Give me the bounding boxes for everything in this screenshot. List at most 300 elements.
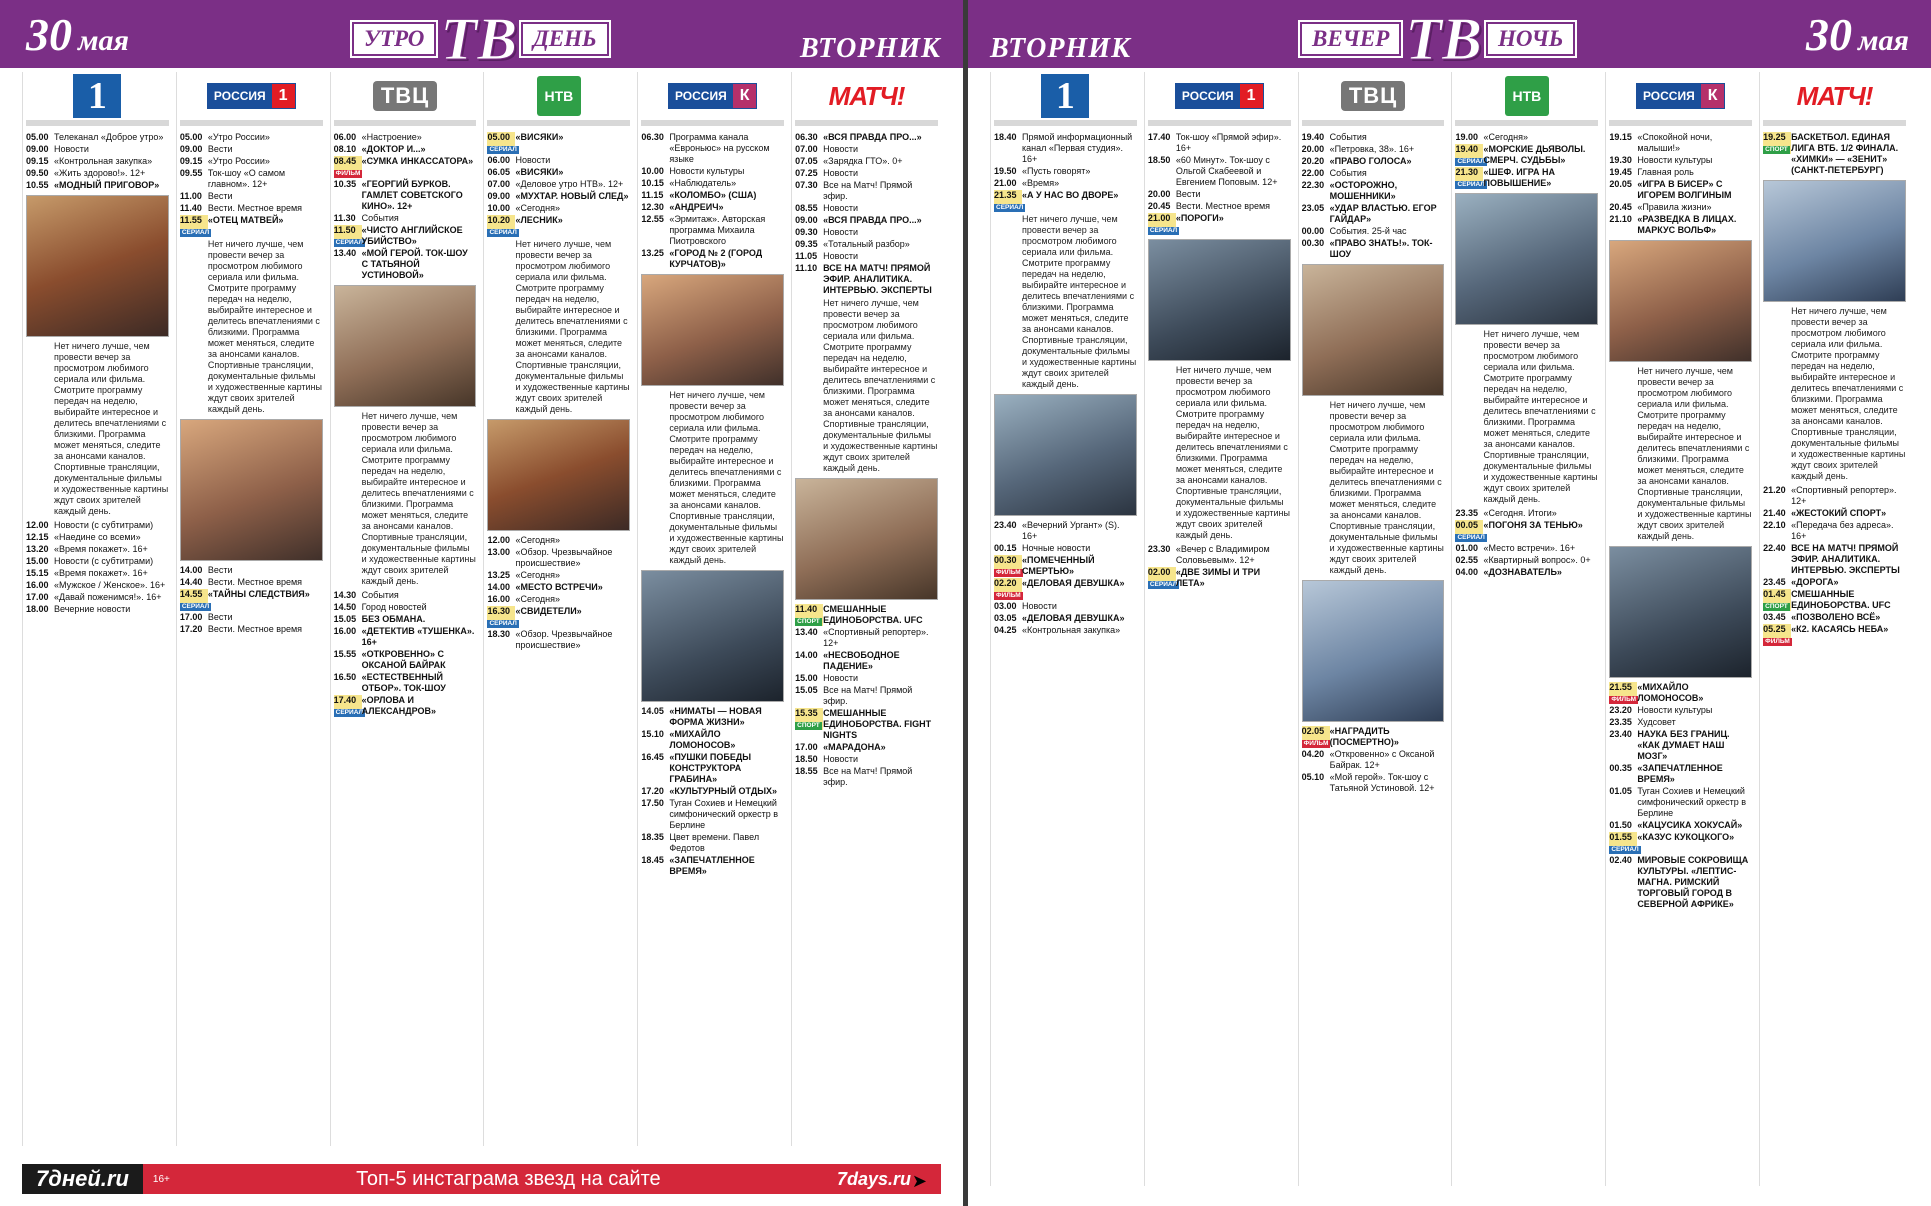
program-time: 09.00: [795, 215, 818, 225]
program-row: [795, 650, 938, 672]
footer-text[interactable]: Топ-5 инстаграма звезд на сайте: [356, 1167, 661, 1190]
program-row: [1609, 705, 1752, 716]
program-title: «ДЕТЕКТИВ «ТУШЕНКА». 16+: [361, 626, 475, 647]
program-row: [180, 156, 323, 167]
program-time: 23.35: [1609, 717, 1632, 727]
channel-one-logo: 1: [1041, 74, 1089, 118]
program-row: [334, 144, 477, 155]
program-title: Ток-шоу «О самом главном». 12+: [207, 168, 286, 189]
program-time: 18.00: [26, 604, 49, 614]
program-row: [1609, 155, 1752, 166]
program-row: [26, 592, 169, 603]
program-row: [1763, 132, 1906, 176]
program-title: ВСЕ НА МАТЧ! ПРЯМОЙ ЭФИР. АНАЛИТИКА. ИНТЕРВЬЮ. ЭКСПЕРТЫ: [823, 263, 932, 295]
program-time: 16.45: [641, 752, 664, 762]
program-title: «К2. КАСАЯСЬ НЕБА»: [1791, 624, 1889, 634]
program-row: [26, 132, 169, 143]
program-row: [487, 191, 630, 202]
program-title: Новости: [1022, 601, 1057, 611]
program-row: [1763, 543, 1906, 576]
program-description: Нет ничего лучше, чем провести вечер за просмотром любимого сериала или фильма. Смотрите программу передач на неделю, выбирайте интересное и делитесь впечатлениями с близкими. Программа может меняться, следите за анонсами каналов. Спортивные трансляции, документальные фильмы и художественные картины ждут своих зрителей каждый день.: [823, 298, 938, 473]
program-title: «ВСЯ ПРАВДА ПРО...»: [823, 132, 922, 142]
program-description: Нет ничего лучше, чем провести вечер за просмотром любимого сериала или фильма. Смотрите программу передач на неделю, выбирайте интересное и делитесь впечатлениями с близкими. Программа может меняться, следите за анонсами каналов. Спортивные трансляции, документальные фильмы и художественные картины ждут своих зрителей каждый день.: [515, 239, 630, 414]
channel-header[interactable]: [1609, 72, 1752, 126]
left-banner: [0, 0, 963, 72]
tvc-logo: ТВЦ: [1341, 81, 1405, 111]
program-time: 14.00: [487, 582, 511, 592]
program-time: 06.05: [487, 167, 511, 177]
program-photo: [1609, 240, 1752, 362]
program-row: [487, 179, 630, 190]
channel-header[interactable]: [26, 72, 169, 126]
program-row: [180, 191, 323, 202]
program-row: [26, 520, 169, 531]
footer-link[interactable]: 7days.ru: [836, 1168, 911, 1189]
program-title: «Откровенно» с Оксаной Байрак. 12+: [1329, 749, 1435, 770]
program-time: 11.55СЕРИАЛ: [179, 215, 210, 236]
program-row: [487, 132, 630, 154]
program-title: «Контрольная закупка»: [1022, 625, 1121, 635]
program-title: «Эрмитаж». Авторская программа Михаила Пиотровского: [669, 214, 766, 246]
program-row: [1455, 567, 1598, 578]
program-time: 12.55: [641, 214, 664, 224]
program-time: 18.35: [641, 832, 664, 842]
program-time: 03.05: [994, 613, 1017, 623]
program-title: «Петровка, 38». 16+: [1329, 144, 1415, 154]
program-photo: [795, 478, 938, 600]
program-list: [1455, 132, 1598, 1186]
program-row: [180, 132, 323, 143]
program-time: 14.40: [179, 577, 203, 587]
program-title: Телеканал «Доброе утро»: [54, 132, 164, 142]
program-title: «ВСЯ ПРАВДА ПРО...»: [823, 215, 922, 225]
program-photo: [641, 274, 784, 386]
program-row: [26, 544, 169, 555]
right-date: 30 мая: [1805, 9, 1909, 60]
channel-header[interactable]: [795, 72, 938, 126]
program-title: «ОТЕЦ МАТВЕЙ»: [207, 215, 284, 225]
program-title: «Настроение»: [361, 132, 422, 142]
program-time: 10.00: [641, 166, 664, 176]
program-time: 21.40: [1763, 508, 1786, 518]
footer-logo[interactable]: 7дней.ru: [22, 1164, 143, 1194]
right-schedule-grid: [990, 72, 1909, 1186]
program-time: 11.05: [795, 251, 818, 261]
genre-badge: СЕРИАЛ: [489, 620, 517, 627]
program-time: 07.25: [795, 168, 818, 178]
program-title: Вечерние новости: [54, 604, 131, 614]
program-row: [994, 625, 1137, 636]
ntv-logo: НТВ: [1505, 76, 1549, 116]
left-schedule-grid: [22, 72, 941, 1146]
program-description: Нет ничего лучше, чем провести вечер за просмотром любимого сериала или фильма. Смотрите программу передач на неделю, выбирайте интересное и делитесь впечатлениями с близкими. Программа может меняться, следите за анонсами каналов. Спортивные трансляции, документальные фильмы и художественные картины ждут своих зрителей каждый день.: [1022, 214, 1137, 389]
program-time: 18.50: [795, 754, 818, 764]
program-row: [795, 754, 938, 765]
program-photo: [487, 419, 630, 531]
program-title: «ПУШКИ ПОБЕДЫ КОНСТРУКТОРА ГРАБИНА»: [669, 752, 752, 784]
genre-badge: СЕРИАЛ: [1149, 227, 1178, 234]
program-row: [1609, 786, 1752, 819]
program-row: [487, 203, 630, 214]
program-time: 01.00: [1455, 543, 1479, 553]
program-title: «МОРСКИЕ ДЬЯВОЛЫ. СМЕРЧ. СУДЬБЫ»: [1483, 144, 1586, 165]
program-row: [1302, 144, 1445, 155]
program-title: МИРОВЫЕ СОКРОВИЩА КУЛЬТУРЫ. «ЛЕПТИС-МАГНА. РИМСКИЙ ТОРГОВЫЙ ГОРОД В СЕВЕРНОЙ АФРИКЕ»: [1637, 855, 1749, 909]
program-row: [994, 613, 1137, 624]
program-title: Ток-шоу «Прямой эфир». 16+: [1175, 132, 1282, 153]
program-time: 11.40СПОРТ: [795, 604, 823, 626]
program-time: 11.40: [179, 203, 202, 213]
program-row: [641, 752, 784, 785]
program-title: «Сегодня»: [515, 594, 560, 604]
program-time: 21.35СЕРИАЛ: [994, 190, 1024, 211]
channel-header[interactable]: [334, 72, 477, 126]
program-row: [1455, 132, 1598, 143]
program-title: «Деловое утро НТВ». 12+: [515, 179, 624, 189]
program-title: «ДОКТОР И...»: [361, 144, 426, 154]
program-list: [487, 132, 630, 1146]
program-row: [795, 627, 938, 649]
program-time: 11.15: [641, 190, 664, 200]
program-time: 23.45: [1763, 577, 1786, 587]
program-title: «ЧИСТО АНГЛИЙСКОЕ УБИЙСТВО»: [361, 225, 463, 246]
channel-header[interactable]: [1763, 72, 1906, 126]
program-row: [1763, 612, 1906, 623]
program-time: 02.20ФИЛЬМ: [994, 578, 1021, 599]
program-title: «ГЕОРГИЙ БУРКОВ. ГАМЛЕТ СОВЕТСКОГО КИНО». 12+: [361, 179, 463, 211]
program-time: 15.15: [26, 568, 49, 578]
program-row: [641, 832, 784, 854]
ntv-logo: НТВ: [537, 76, 581, 116]
russia-1-logo: РОССИЯ 1: [207, 83, 296, 109]
program-row: [1763, 577, 1906, 588]
program-row: [641, 166, 784, 177]
channel-header[interactable]: [487, 72, 630, 126]
program-time: 10.15: [641, 178, 664, 188]
footer-ad-banner[interactable]: [22, 1164, 941, 1194]
program-title: Худсовет: [1637, 717, 1676, 727]
program-row: [994, 190, 1137, 212]
program-title: Ночные новости: [1022, 543, 1091, 553]
program-row: [1609, 763, 1752, 785]
program-title: «Тотальный разбор»: [823, 239, 910, 249]
program-title: «ЛЕСНИК»: [515, 215, 563, 225]
program-time: 19.25СПОРТ: [1763, 132, 1791, 154]
program-row: [641, 190, 784, 201]
program-description: Нет ничего лучше, чем провести вечер за просмотром любимого сериала или фильма. Смотрите программу передач на неделю, выбирайте интересное и делитесь впечатлениями с близкими. Программа может меняться, следите за анонсами каналов. Спортивные трансляции, документальные фильмы и художественные картины ждут своих зрителей каждый день.: [361, 411, 476, 586]
program-time: 16.00: [26, 580, 49, 590]
program-time: 12.00: [487, 535, 511, 545]
channel-header[interactable]: [1148, 72, 1291, 126]
program-time: 13.40: [333, 248, 357, 258]
program-row: [795, 604, 938, 626]
program-row: [994, 543, 1137, 554]
program-time: 05.00: [26, 132, 49, 142]
program-row: [26, 604, 169, 615]
program-photo: [1609, 546, 1752, 678]
program-row: [180, 168, 323, 190]
program-time: 06.30: [795, 132, 818, 142]
program-time: 19.40СЕРИАЛ: [1455, 144, 1485, 165]
program-time: 13.25: [487, 570, 511, 580]
program-title: «Мужское / Женское». 16+: [54, 580, 166, 590]
right-banner: [968, 0, 1931, 72]
program-title: «Жить здорово!». 12+: [54, 168, 146, 178]
russia-k-logo: РОССИЯ К: [1636, 83, 1726, 109]
program-row: [795, 156, 938, 167]
program-time: 19.50: [994, 166, 1017, 176]
program-time: 20.00: [1301, 144, 1325, 154]
program-title: «ОРЛОВА И АЛЕКСАНДРОВ»: [361, 695, 437, 716]
program-time: 20.45: [1609, 202, 1632, 212]
program-row: [334, 156, 477, 178]
channel-column: [1605, 72, 1755, 1186]
genre-badge: СПОРТ: [797, 722, 820, 729]
program-time: 00.35: [1609, 763, 1632, 773]
program-time: 23.05: [1301, 203, 1325, 213]
program-title: «МОЙ ГЕРОЙ. ТОК-ШОУ С ТАТЬЯНОЙ УСТИНОВОЙ»: [361, 248, 468, 280]
program-time: 23.20: [1609, 705, 1632, 715]
program-time: 01.45СПОРТ: [1763, 589, 1791, 611]
program-title: «ЖЕСТОКИЙ СПОРТ»: [1791, 508, 1887, 518]
program-time: 13.40: [795, 627, 818, 637]
program-row: [641, 729, 784, 751]
program-time: 17.00: [795, 742, 818, 752]
program-description: Нет ничего лучше, чем провести вечер за просмотром любимого сериала или фильма. Смотрите программу передач на неделю, выбирайте интересное и делитесь впечатлениями с близкими. Программа может меняться, следите за анонсами каналов. Спортивные трансляции, документальные фильмы и художественные картины ждут своих зрителей каждый день.: [1483, 329, 1598, 504]
program-title: «НАГРАДИТЬ (ПОСМЕРТНО)»: [1329, 726, 1399, 747]
program-row: [1302, 168, 1445, 179]
program-title: «ДОРОГА»: [1791, 577, 1839, 587]
program-time: 11.00: [179, 191, 202, 201]
program-time: 05.10: [1301, 772, 1325, 782]
program-title: «МАРАДОНА»: [823, 742, 886, 752]
program-title: «ПРАВО ГОЛОСА»: [1329, 156, 1412, 166]
program-photo: [1302, 580, 1445, 722]
program-row: [1302, 226, 1445, 237]
program-title: «СУМКА ИНКАССАТОРА»: [361, 156, 474, 166]
program-time: 14.00: [795, 650, 818, 660]
program-time: 21.00СЕРИАЛ: [1147, 213, 1178, 234]
program-title: «Место встречи». 16+: [1483, 543, 1576, 553]
program-time: 15.05: [333, 614, 357, 624]
program-time: 00.30ФИЛЬМ: [994, 555, 1021, 576]
program-time: 16.30СЕРИАЛ: [487, 606, 517, 627]
program-time: 10.55: [26, 180, 49, 190]
program-time: 19.45: [1609, 167, 1632, 177]
program-title: «КОЛОМБО» (США): [669, 190, 757, 200]
program-description: Нет ничего лучше, чем провести вечер за просмотром любимого сериала или фильма. Смотрите программу передач на неделю, выбирайте интересное и делитесь впечатлениями с близкими. Программа может меняться, следите за анонсами каналов. Спортивные трансляции, документальные фильмы и художественные картины ждут своих зрителей каждый день.: [1791, 306, 1906, 481]
program-row: [1302, 180, 1445, 202]
program-time: 02.00СЕРИАЛ: [1147, 567, 1178, 588]
genre-badge: ФИЛЬМ: [335, 170, 361, 177]
genre-badge: СЕРИАЛ: [1457, 181, 1485, 188]
program-row: [795, 263, 938, 296]
program-title: Вести: [207, 144, 233, 154]
program-time: 15.55: [333, 649, 357, 659]
match-logo: МАТЧ!: [828, 80, 905, 111]
program-title: «ОТКРОВЕННО» С ОКСАНОЙ БАЙРАК: [361, 649, 446, 670]
program-title: «ПОМЕЧЕННЫЙ СМЕРТЬЮ»: [1022, 555, 1095, 576]
genre-badge: СПОРТ: [1765, 603, 1788, 610]
program-description: Нет ничего лучше, чем провести вечер за просмотром любимого сериала или фильма. Смотрите программу передач на неделю, выбирайте интересное и делитесь впечатлениями с близкими. Программа может меняться, следите за анонсами каналов. Спортивные трансляции, документальные фильмы и художественные картины ждут своих зрителей каждый день.: [207, 239, 322, 414]
program-title: Новости: [54, 144, 89, 154]
program-description: Нет ничего лучше, чем провести вечер за просмотром любимого сериала или фильма. Смотрите программу передач на неделю, выбирайте интересное и делитесь впечатлениями с близкими. Программа может меняться, следите за анонсами каналов. Спортивные трансляции, документальные фильмы и художественные картины ждут своих зрителей каждый день.: [1329, 400, 1444, 575]
program-row: [994, 166, 1137, 177]
program-title: Новости (с субтитрами): [54, 520, 154, 530]
program-title: Туган Сохиев и Немецкий симфонический оркестр в Берлине: [1637, 786, 1747, 818]
program-title: «Наблюдатель»: [669, 178, 737, 188]
program-time: 02.40: [1609, 855, 1632, 865]
program-title: Новости: [823, 227, 858, 237]
program-row: [795, 168, 938, 179]
channel-column: [791, 72, 941, 1146]
program-title: НАУКА БЕЗ ГРАНИЦ. «КАК ДУМАЕТ НАШ МОЗГ»: [1637, 729, 1730, 761]
program-row: [1763, 624, 1906, 646]
program-time: 09.55: [179, 168, 203, 178]
program-time: 18.55: [795, 766, 818, 776]
program-time: 20.45: [1147, 201, 1171, 211]
channel-header[interactable]: [994, 72, 1137, 126]
program-row: [180, 624, 323, 635]
program-row: [641, 855, 784, 877]
program-list: [1609, 132, 1752, 1186]
program-description: Нет ничего лучше, чем провести вечер за просмотром любимого сериала или фильма. Смотрите программу передач на неделю, выбирайте интересное и делитесь впечатлениями с близкими. Программа может меняться, следите за анонсами каналов. Спортивные трансляции, документальные фильмы и художественные картины ждут своих зрителей каждый день.: [669, 390, 784, 565]
program-row: [180, 203, 323, 214]
genre-badge: СЕРИАЛ: [1149, 581, 1178, 588]
program-description: Нет ничего лучше, чем провести вечер за просмотром любимого сериала или фильма. Смотрите программу передач на неделю, выбирайте интересное и делитесь впечатлениями с близкими. Программа может меняться, следите за анонсами каналов. Спортивные трансляции, документальные фильмы и художественные картины ждут своих зрителей каждый день.: [1175, 365, 1290, 540]
program-title: «Мой герой». Ток-шоу с Татьяной Устиновой. 12+: [1329, 772, 1435, 793]
program-photo: [1302, 264, 1445, 396]
russia-k-logo: РОССИЯ К: [668, 83, 758, 109]
program-photo: [1148, 239, 1291, 361]
program-time: 07.30: [795, 180, 818, 190]
program-row: [641, 798, 784, 831]
program-title: «КАЦУСИКА ХОКУСАЙ»: [1637, 820, 1743, 830]
channel-header[interactable]: [180, 72, 323, 126]
program-time: 00.30: [1301, 238, 1325, 248]
program-row: [795, 708, 938, 741]
program-time: 09.30: [795, 227, 818, 237]
mouse-cursor-icon: ➤: [911, 1171, 927, 1191]
footer-age: 16+: [152, 1173, 170, 1185]
program-list: [1763, 132, 1906, 1186]
program-row: [334, 132, 477, 143]
program-row: [334, 614, 477, 625]
program-title: «Передача без адреса». 16+: [1791, 520, 1894, 541]
program-row: [1302, 772, 1445, 794]
program-row: [1302, 203, 1445, 225]
channel-column: [637, 72, 787, 1146]
right-section-logo: ВЕЧЕР ТВ НОЧЬ: [1300, 18, 1575, 60]
program-title: «ПОЗВОЛЕНО ВСЁ»: [1791, 612, 1881, 622]
program-time: 23.40: [1609, 729, 1632, 739]
program-row: [1609, 682, 1752, 704]
program-time: 08.55: [795, 203, 818, 213]
program-row: [1455, 167, 1598, 189]
program-time: 09.35: [795, 239, 818, 249]
program-time: 17.40СЕРИАЛ: [333, 695, 364, 716]
program-title: «КАЗУС КУКОЦКОГО»: [1637, 832, 1735, 842]
program-title: «Время покажет». 16+: [54, 568, 148, 578]
program-row: [1609, 717, 1752, 728]
program-time: 03.00: [994, 601, 1017, 611]
program-time: 06.00: [487, 155, 511, 165]
program-photo: [1455, 193, 1598, 325]
program-title: «ДЕЛОВАЯ ДЕВУШКА»: [1022, 613, 1125, 623]
program-row: [1148, 544, 1291, 566]
program-time: 01.50: [1609, 820, 1632, 830]
program-row: [994, 132, 1137, 165]
channel-header[interactable]: [1455, 72, 1598, 126]
program-title: «Сегодня»: [1483, 132, 1528, 142]
program-row: [1609, 214, 1752, 236]
program-time: 17.20: [641, 786, 664, 796]
program-time: 21.55ФИЛЬМ: [1609, 682, 1637, 703]
program-row: [334, 695, 477, 717]
program-title: БЕЗ ОБМАНА.: [361, 614, 426, 624]
program-title: «Обзор. Чрезвычайное происшествие»: [515, 547, 613, 568]
program-title: «Спортивный репортер». 12+: [1791, 485, 1897, 506]
program-row: [795, 239, 938, 250]
program-title: «Квартирный вопрос». 0+: [1483, 555, 1591, 565]
genre-badge: СЕРИАЛ: [489, 229, 517, 236]
program-row: [795, 251, 938, 262]
program-row: [334, 590, 477, 601]
program-title: «Контрольная закупка»: [54, 156, 153, 166]
program-title: «ЗАПЕЧАТЛЕННОЕ ВРЕМЯ»: [669, 855, 755, 876]
program-list: [180, 132, 323, 1146]
program-row: [26, 144, 169, 155]
genre-badge: СЕРИАЛ: [335, 239, 364, 246]
program-title: «ЕСТЕСТВЕННЫЙ ОТБОР». ТОК-ШОУ: [361, 672, 446, 693]
program-time: 17.00: [26, 592, 49, 602]
program-title: «ПРАВО ЗНАТЬ!». ТОК-ШОУ: [1329, 238, 1433, 259]
program-time: 10.20СЕРИАЛ: [487, 215, 517, 236]
genre-badge: СЕРИАЛ: [996, 204, 1024, 211]
program-title: «ТАЙНЫ СЛЕДСТВИЯ»: [207, 589, 310, 599]
program-row: [180, 565, 323, 576]
channel-header[interactable]: [1302, 72, 1445, 126]
program-row: [26, 156, 169, 167]
program-title: «Время покажет». 16+: [54, 544, 148, 554]
program-time: 18.50: [1147, 155, 1171, 165]
program-time: 07.00: [487, 179, 511, 189]
program-title: Новости (с субтитрами): [54, 556, 154, 566]
program-row: [26, 568, 169, 579]
program-time: 22.00: [1301, 168, 1325, 178]
channel-header[interactable]: [641, 72, 784, 126]
program-time: 01.55СЕРИАЛ: [1609, 832, 1639, 853]
program-time: 02.55: [1455, 555, 1479, 565]
program-title: «ГОРОД № 2 (ГОРОД КУРЧАТОВ)»: [669, 248, 763, 269]
program-time: 08.45ФИЛЬМ: [333, 156, 361, 177]
program-title: «УДАР ВЛАСТЬЮ. ЕГОР ГАЙДАР»: [1329, 203, 1437, 224]
program-row: [487, 582, 630, 593]
program-title: «Время»: [1022, 178, 1060, 188]
program-row: [795, 215, 938, 226]
program-title: СМЕШАННЫЕ ЕДИНОБОРСТВА. UFC: [823, 604, 923, 625]
program-row: [180, 577, 323, 588]
program-row: [795, 203, 938, 214]
program-time: 09.00: [487, 191, 511, 201]
program-title: Новости: [823, 673, 858, 683]
program-time: 17.40: [1147, 132, 1171, 142]
program-title: Вести: [207, 191, 233, 201]
program-title: «ДОЗНАВАТЕЛЬ»: [1483, 567, 1562, 577]
program-time: 22.40: [1763, 543, 1786, 553]
program-title: «Обзор. Чрезвычайное происшествие»: [515, 629, 613, 650]
program-time: 07.00: [795, 144, 818, 154]
